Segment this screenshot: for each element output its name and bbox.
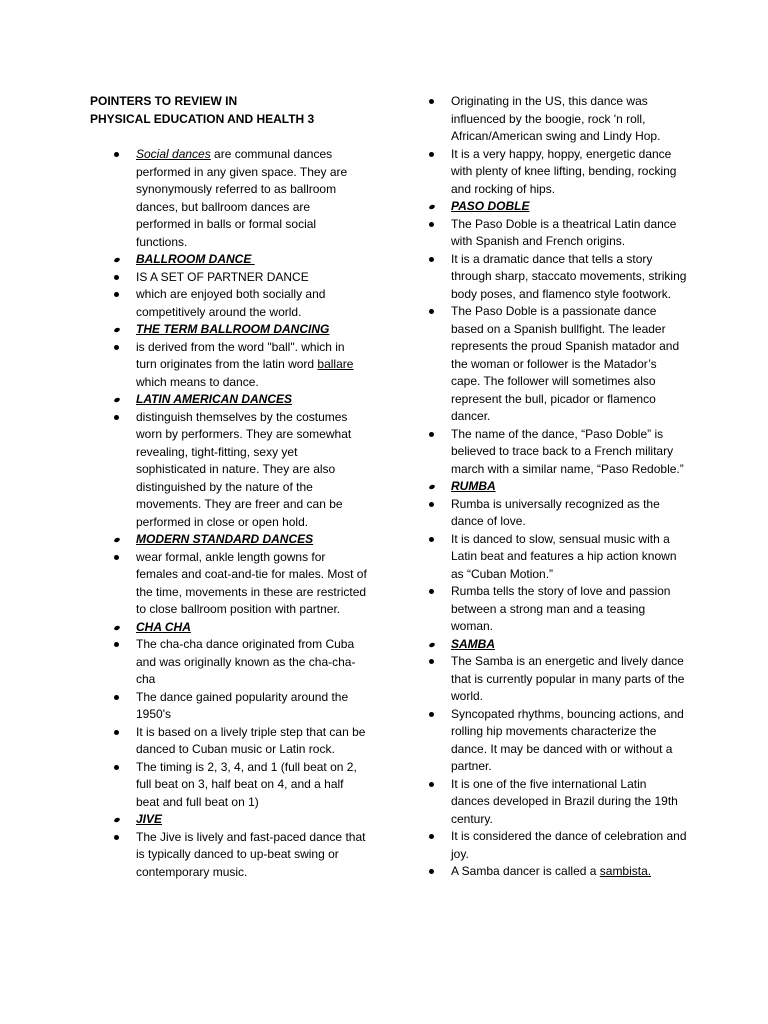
list-item — [428, 216, 688, 251]
list-item-text: wear formal, ankle length gowns for females and coat-and-tie for males. Most of the time, movements in these are restricted to close ballroom position with partner. — [136, 549, 367, 616]
heading-samba — [428, 636, 688, 654]
underlined-word: ballare — [317, 357, 354, 371]
heading-text: SAMBA — [451, 636, 495, 651]
list-item-text: The name of the dance, “Paso Doble” is believed to trace back to a French military march with a similar name, “Paso Redoble.” — [451, 426, 684, 476]
list-item — [113, 549, 368, 619]
right-bullet-list — [428, 93, 688, 881]
social-dances-text: are communal dances performed in any given space. They are synonymously referred to as ballroom dances, but ballroom dances are performed in balls or formal social functions. — [136, 147, 348, 249]
list-item-text: The Jive is lively and fast-paced dance that is typically danced to up-beat swing or contemporary music. — [136, 829, 366, 879]
list-item — [113, 339, 368, 392]
list-item-text: distinguish themselves by the costumes worn by performers. They are somewhat revealing, tight-fitting, sexy yet sophisticated in nature. They are also distinguished by the nature of the movements. They are freer and can be performed in close or open hold. — [136, 409, 352, 529]
heading-text: THE TERM BALLROOM DANCING — [136, 322, 330, 336]
heading-ballroom-dancing-term — [113, 321, 368, 339]
heading-rumba — [428, 478, 688, 496]
list-item — [428, 863, 688, 881]
list-item-text: A Samba dancer is called a — [451, 864, 600, 878]
heading-text: LATIN AMERICAN DANCES — [136, 392, 292, 406]
heading-jive — [113, 811, 368, 829]
heading-text: PASO DOBLE — [451, 199, 530, 213]
heading-text: BALLROOM DANCE — [136, 252, 255, 266]
list-item — [113, 286, 368, 321]
heading-latin-american-dances — [113, 391, 368, 409]
list-item — [113, 759, 368, 812]
list-item-text: IS A SET OF PARTNER DANCE — [136, 269, 309, 284]
heading-ballroom-dance — [113, 251, 368, 269]
list-item — [428, 426, 688, 479]
document-title — [90, 93, 314, 128]
list-item-text: The Paso Doble is a passionate dance based on a Spanish bullfight. The leader represents the proud Spanish matador and the woman or follower is the Matador’s cape. The follower will sometimes also represent the bull, picador or flamenco dancer. — [451, 304, 680, 423]
list-item-text: It is considered the dance of celebration and joy. — [451, 829, 687, 861]
heading-text: JIVE — [136, 812, 163, 826]
list-item — [428, 93, 688, 146]
heading-paso-doble — [428, 198, 688, 216]
list-item — [113, 724, 368, 759]
list-item — [428, 251, 688, 304]
list-item-text: The Samba is an energetic and lively dance that is currently popular in many parts of the world. — [451, 654, 685, 703]
underlined-word: sambista. — [599, 864, 652, 878]
list-item-text: Syncopated rhythms, bouncing actions, and rolling hip movements characterize the dance. It may be danced with or without a partner. — [451, 706, 684, 773]
list-item — [113, 269, 368, 287]
list-item — [428, 706, 688, 776]
heading-text: RUMBA — [451, 479, 496, 493]
right-column — [428, 93, 688, 881]
title-line-1: POINTERS TO REVIEW IN — [90, 94, 238, 108]
list-item — [428, 303, 688, 426]
list-item-text: Rumba is universally recognized as the dance of love. — [451, 496, 660, 528]
heading-text: CHA CHA — [136, 619, 191, 634]
list-item — [428, 496, 688, 531]
list-item — [428, 653, 688, 706]
list-item — [428, 583, 688, 636]
list-item-text: Originating in the US, this dance was influenced by the boogie, rock 'n roll, African/American swing and Lindy Hop. — [451, 94, 661, 143]
left-bullet-list — [113, 146, 368, 881]
list-item-text: which means to dance. — [136, 374, 259, 389]
list-item-social-dances — [113, 146, 368, 251]
list-item-text: The Paso Doble is a theatrical Latin dance with Spanish and French origins. — [451, 216, 677, 248]
title-line-2: PHYSICAL EDUCATION AND HEALTH 3 — [90, 111, 315, 126]
list-item-text: The cha-cha dance originated from Cuba and was originally known as the cha-cha-cha — [136, 637, 356, 686]
list-item — [113, 689, 368, 724]
heading-text: MODERN STANDARD DANCES — [136, 532, 314, 546]
list-item — [428, 776, 688, 829]
list-item-text: is derived from the word "ball". which in turn originates from the latin word — [136, 339, 345, 371]
list-item-text: It is one of the five international Latin dances developed in Brazil during the 19th century. — [451, 776, 678, 826]
list-item-text: It is based on a lively triple step that can be danced to Cuban music or Latin rock. — [136, 724, 366, 756]
list-item-text: It is danced to slow, sensual music with a Latin beat and features a hip action known as “Cuban Motion.” — [451, 531, 677, 581]
list-item-text: which are enjoyed both socially and competitively around the world. — [136, 287, 326, 319]
term-social-dances: Social dances — [136, 147, 211, 161]
list-item — [428, 828, 688, 863]
list-item — [428, 531, 688, 584]
list-item-text: The dance gained popularity around the 1950's — [136, 689, 349, 721]
left-column — [113, 146, 368, 881]
list-item — [113, 409, 368, 532]
list-item — [113, 636, 368, 689]
list-item-text: Rumba tells the story of love and passion between a strong man and a teasing woman. — [451, 584, 671, 633]
list-item — [428, 146, 688, 199]
list-item-text: It is a very happy, hoppy, energetic dance with plenty of knee lifting, bending, rocking and rocking of hips. — [451, 146, 677, 196]
list-item-text: It is a dramatic dance that tells a story through sharp, staccato movements, striking body poses, and flamenco style footwork. — [451, 251, 687, 301]
heading-modern-standard-dances — [113, 531, 368, 549]
list-item — [113, 829, 368, 882]
list-item-text: The timing is 2, 3, 4, and 1 (full beat on 2, full beat on 3, half beat on 4, and a half beat and full beat on 1) — [136, 759, 357, 809]
heading-cha-cha — [113, 619, 368, 637]
